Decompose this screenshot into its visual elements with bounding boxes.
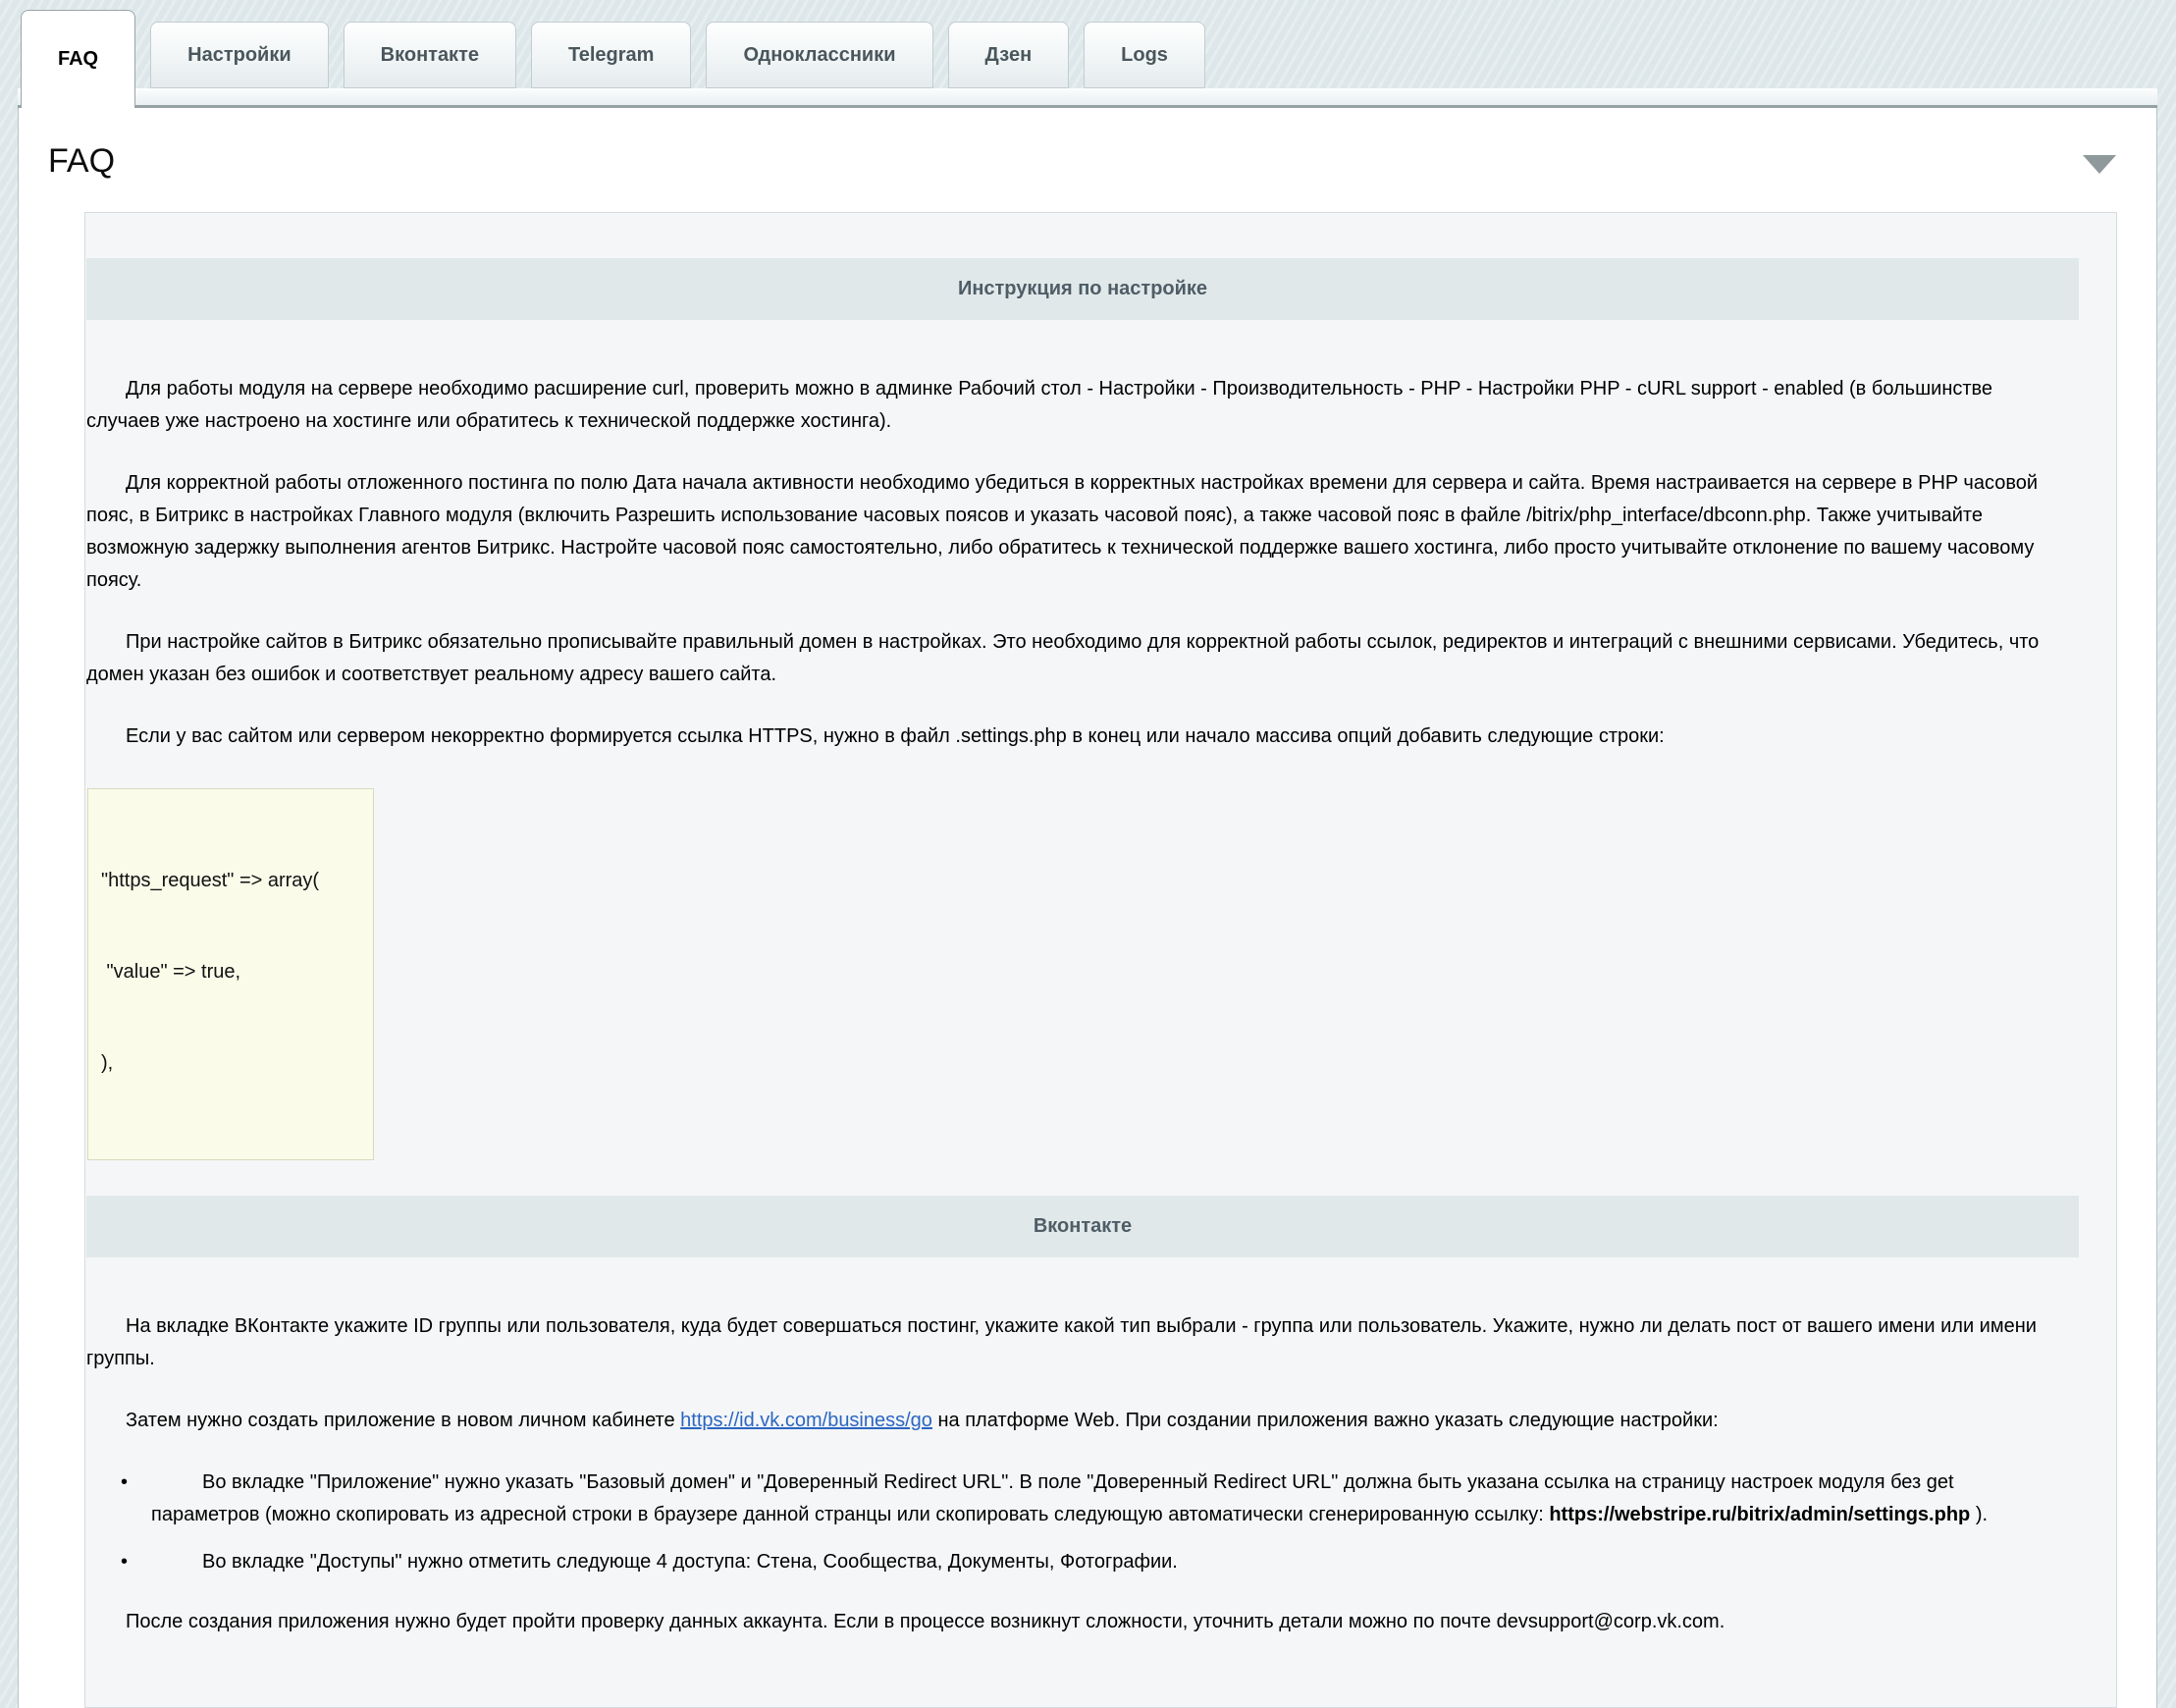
setup-paragraph-4: Если у вас сайтом или сервером некорректно формируется ссылка HTTPS, нужно в файл .settings.php в конец или начало массива опций добавить следующие строки: bbox=[126, 725, 1665, 747]
tab-strip bbox=[0, 0, 2176, 108]
setup-paragraph-3: При настройке сайтов в Битрикс обязательно прописывайте правильный домен в настройках. Это необходимо для корректной работы ссылок, редиректов и интеграций с внешними сервисами. Убедитесь, что домен указан без ошибок и соответствует реальному адресу вашего сайта. bbox=[86, 631, 2040, 685]
content-area bbox=[18, 108, 2157, 1708]
list-item-text: Во вкладке "Доступы" нужно отметить следующе 4 доступа: Стена, Сообщества, Документы, Фотографии. bbox=[202, 1551, 1178, 1573]
vk-settings-list bbox=[86, 1467, 2049, 1578]
vk-paragraph-2-text: на платформе Web. При создании приложения важно указать следующие настройки: bbox=[931, 1410, 1719, 1431]
collapse-arrow-icon[interactable] bbox=[2083, 155, 2116, 174]
settings-url-text: https://webstripe.ru/bitrix/admin/settings.php bbox=[1549, 1504, 1971, 1525]
list-item-text: Во вкладке "Приложение" нужно указать "Базовый домен" и "Доверенный Redirect URL". В поле "Доверенный Redirect URL" должна быть указана ссылка на страницу настроек модуля без get параметров (можно скопировать из адресной строки в браузере данной странцы или скопировать следующую автоматически сгенерированную ссылку: bbox=[151, 1471, 1954, 1525]
vk-paragraph-3: После создания приложения нужно будет пройти проверку данных аккаунта. Если в процессе возникнут сложности, уточнить детали можно по почте devsupport@corp.vk.com. bbox=[126, 1611, 1725, 1632]
tab-telegram[interactable]: Telegram bbox=[531, 22, 691, 88]
vk-paragraph-1: На вкладке ВКонтакте укажите ID группы или пользователя, куда будет совершаться постинг, укажите какой тип выбрали - группа или пользователь. Укажите, нужно ли делать пост от вашего имени или имени группы. bbox=[86, 1315, 2037, 1369]
setup-paragraph-1: Для работы модуля на сервере необходимо расширение curl, проверить можно в админке Рабочий стол - Настройки - Производительность - PHP - Настройки PHP - cURL support - enabled (в большинстве случаев уже настроено на хостинге или обратитесь к технической поддержке хостинга). bbox=[86, 378, 1993, 432]
code-line: "value" => true, bbox=[101, 961, 241, 983]
list-item bbox=[151, 1546, 2049, 1578]
code-line: "https_request" => array( bbox=[101, 870, 320, 891]
code-line: ), bbox=[101, 1052, 114, 1074]
tab-dzen[interactable]: Дзен bbox=[948, 22, 1070, 88]
tab-settings[interactable]: Настройки bbox=[150, 22, 329, 88]
tab-odnoklassniki[interactable]: Одноклассники bbox=[706, 22, 932, 88]
page-title: FAQ bbox=[48, 142, 116, 180]
vk-business-link[interactable]: https://id.vk.com/business/go bbox=[680, 1410, 932, 1431]
tab-logs[interactable]: Logs bbox=[1084, 22, 1205, 88]
list-item-text: ). bbox=[1970, 1504, 1989, 1525]
code-snippet bbox=[87, 788, 374, 1160]
section-header-vkontakte: Вконтакте bbox=[86, 1196, 2079, 1257]
vk-paragraph-2 bbox=[86, 1405, 2049, 1437]
tab-faq[interactable]: FAQ bbox=[21, 10, 135, 108]
tab-vkontakte[interactable]: Вконтакте bbox=[344, 22, 516, 88]
list-item bbox=[151, 1467, 2049, 1531]
setup-paragraph-2: Для корректной работы отложенного постинга по полю Дата начала активности необходимо убедиться в корректных настройках времени для сервера и сайта. Время настраивается на сервере в PHP часовой пояс, в Битрикс в настройках Главного модуля (включить Разрешить использование часовых поясов и указать часовой пояс), а также часовой пояс в файле /bitrix/php_interface/dbconn.php. Также учитывайте возможную задержку выполнения агентов Битрикс. Настройте часовой пояс самостоятельно, либо обратитесь к технической поддержке вашего хостинга, либо просто учитывайте отклонение по вашему часовому поясу. bbox=[86, 472, 2039, 591]
section-header-setup: Инструкция по настройке bbox=[86, 258, 2079, 320]
faq-panel bbox=[84, 212, 2117, 1708]
tabs bbox=[0, 0, 2176, 108]
vk-paragraph-2-text: Затем нужно создать приложение в новом личном кабинете bbox=[126, 1410, 681, 1431]
